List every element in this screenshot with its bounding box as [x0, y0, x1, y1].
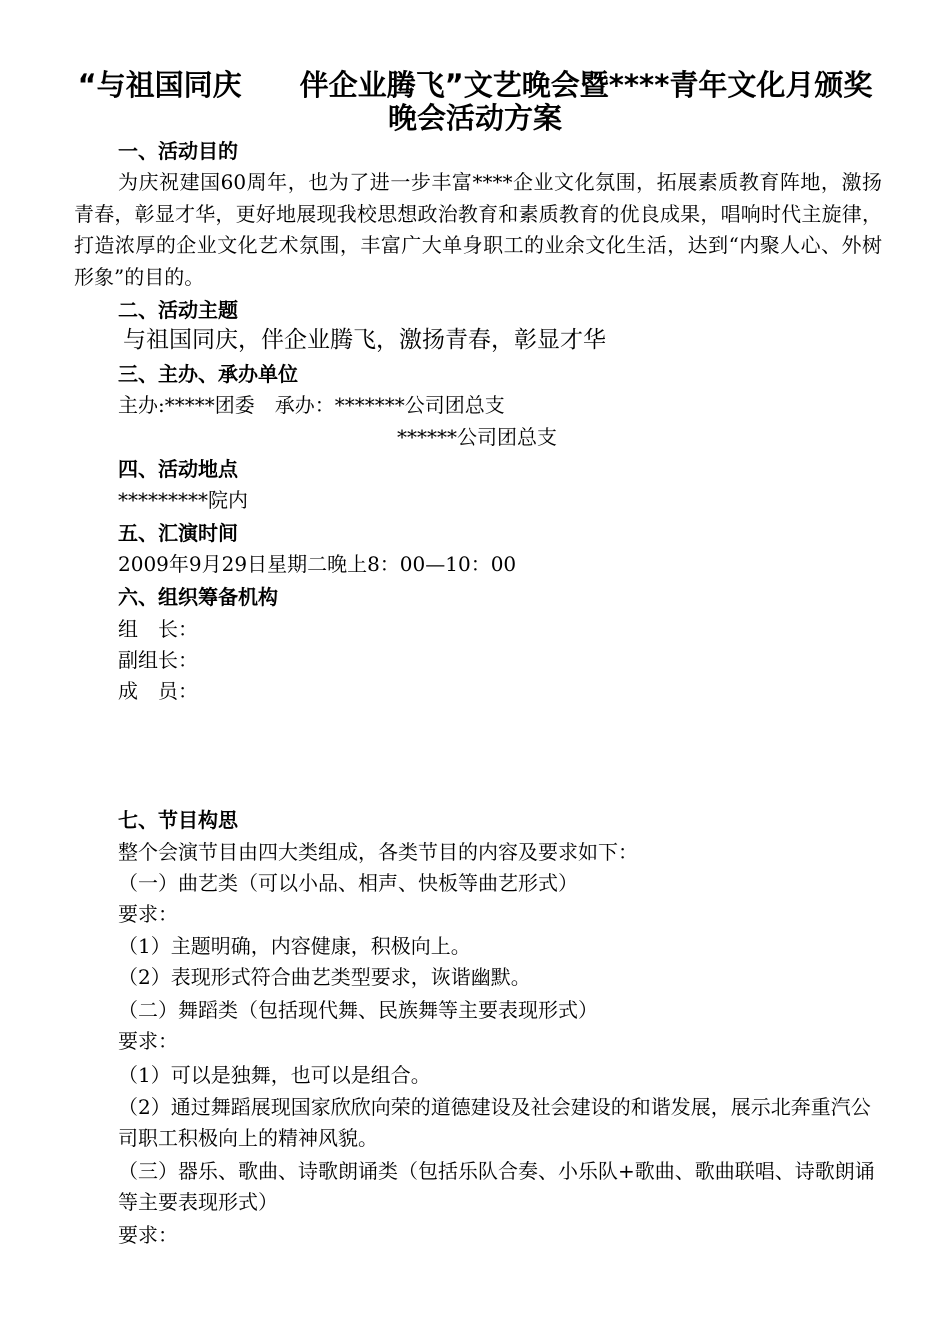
dance-requirement-1: （1）可以是独舞，也可以是组合。 — [118, 1063, 431, 1087]
section-heading-committee: 六、组织筹备机构 — [118, 585, 278, 609]
requirements-label: 要求： — [118, 1223, 178, 1247]
dance-requirement-2: （2）通过舞蹈展现国家欣欣向荣的道德建设及社会建设的和谐发展，展示北奔重汽公司职工积极向上的精神风貌。 — [118, 1095, 871, 1150]
committee-leader: 组 长： — [118, 617, 198, 641]
venue-text: *********院内 — [118, 488, 248, 512]
section-body-theme: 与祖国同庆，伴企业腾飞，激扬青春，彰显才华 — [123, 327, 606, 353]
section-heading-venue: 四、活动地点 — [118, 457, 238, 481]
section-heading-organizers: 三、主办、承办单位 — [118, 362, 298, 386]
requirements-label: 要求： — [118, 902, 178, 926]
co-organizer-line: ******公司团总支 — [397, 425, 557, 449]
category-comedy: （一）曲艺类（可以小品、相声、快板等曲艺形式） — [118, 871, 578, 895]
committee-members: 成 员： — [118, 679, 198, 703]
program-intro: 整个会演节目由四大类组成，各类节目的内容及要求如下： — [118, 840, 638, 864]
section-heading-program: 七、节目构思 — [118, 808, 238, 832]
section-heading-time: 五、汇演时间 — [118, 521, 238, 545]
section-body-purpose: 为庆祝建国60周年，也为了进一步丰富****企业文化氛围，拓展素质教育阵地，激扬青春，彰显才华，更好地展现我校思想政治教育和素质教育的优良成果，唱响时代主旋律，打造浓厚的企业文化艺术氛围，丰富广大单身职工的业余文化生活，达到“内聚人心、外树形象”的目的。 — [74, 170, 882, 289]
organizers-line: 主办:*****团委 承办：*******公司团总支 — [118, 393, 505, 417]
comedy-requirement-1: （1）主题明确，内容健康，积极向上。 — [118, 934, 471, 958]
time-text: 2009年9月29日星期二晚上8：00—10：00 — [118, 552, 517, 576]
section-heading-theme: 二、活动主题 — [118, 298, 238, 322]
committee-deputy: 副组长： — [118, 648, 198, 672]
category-dance: （二）舞蹈类（包括现代舞、民族舞等主要表现形式） — [118, 998, 598, 1022]
section-heading-purpose: 一、活动目的 — [118, 139, 238, 163]
category-music: （三）器乐、歌曲、诗歌朗诵类（包括乐队合奏、小乐队+歌曲、歌曲联唱、诗歌朗诵等主要表现形式） — [118, 1159, 875, 1214]
requirements-label: 要求： — [118, 1029, 178, 1053]
comedy-requirement-2: （2）表现形式符合曲艺类型要求，诙谐幽默。 — [118, 965, 531, 989]
document-title-line2: 晚会活动方案 — [387, 101, 562, 135]
document-title-line1: “与祖国同庆 伴企业腾飞”文艺晚会暨****青年文化月颁奖 — [77, 68, 873, 102]
